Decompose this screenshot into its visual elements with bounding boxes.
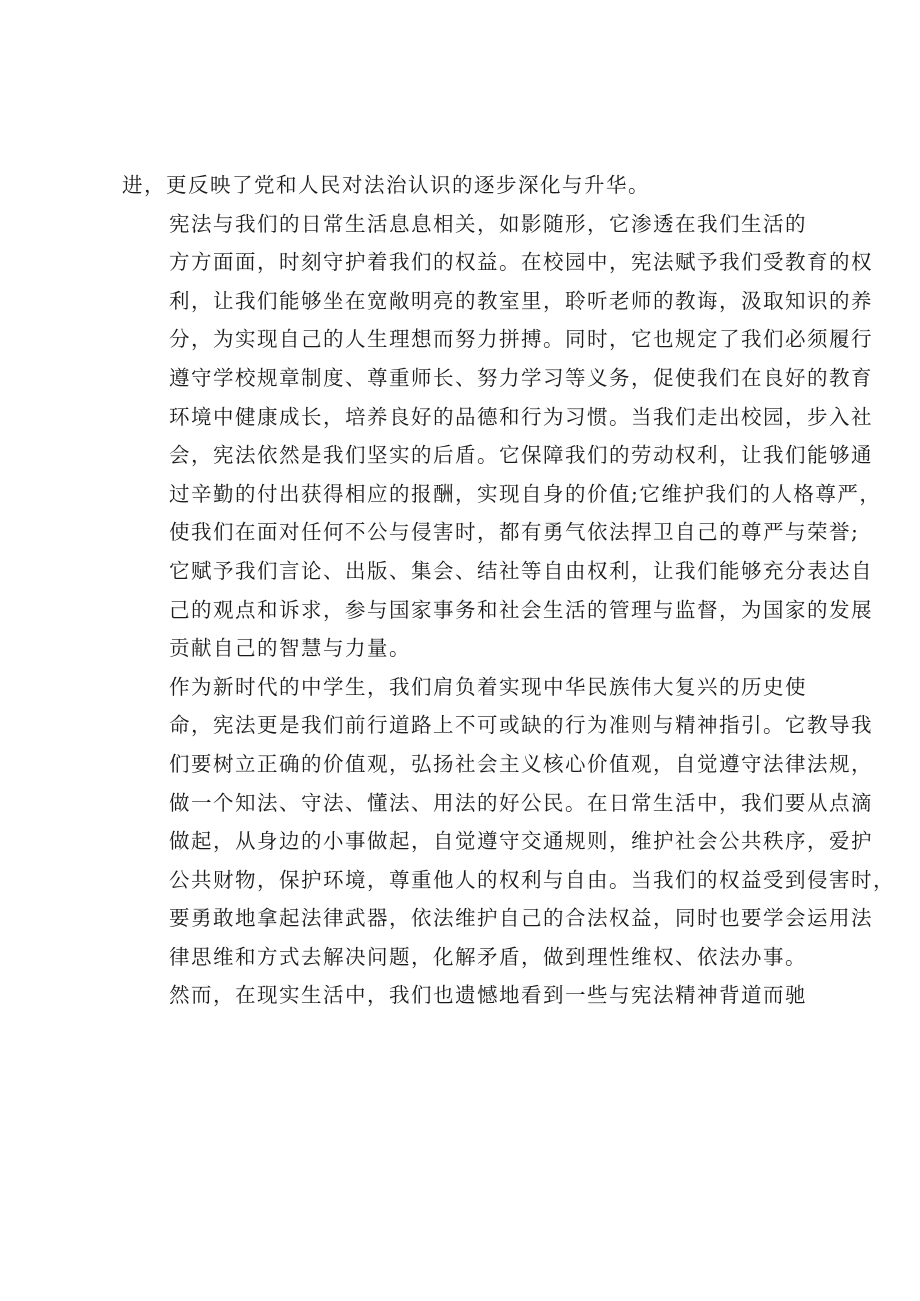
- text-line: 分，为实现自己的人生理想而努力拼搏。同时，它也规定了我们必须履行: [169, 327, 873, 352]
- text-line: 进，更反映了党和人民对法治认识的逐步深化与升华。: [122, 173, 650, 197]
- text-line: 环境中健康成长，培养良好的品德和行为习惯。当我们走出校园，步入社: [169, 404, 873, 429]
- text-line: 过辛勤的付出获得相应的报酬，实现自身的价值;它维护我们的人格尊严，: [169, 481, 882, 506]
- text-line: 会，宪法依然是我们坚实的后盾。它保障我们的劳动权利，让我们能够通: [169, 443, 873, 468]
- text-line: 遵守学校规章制度、尊重师长、努力学习等义务，促使我们在良好的教育: [169, 365, 873, 390]
- paragraph-3: [122, 668, 895, 977]
- text-line: 宪法与我们的日常生活息息相关，如影随形，它渗透在我们生活的: [169, 211, 807, 236]
- text-line: 利，让我们能够坐在宽敞明亮的教室里，聆听老师的教诲，汲取知识的养: [169, 288, 873, 313]
- paragraph-1: [122, 166, 804, 205]
- text-line: 做一个知法、守法、懂法、用法的好公民。在日常生活中，我们要从点滴: [169, 790, 873, 815]
- text-line: 命，宪法更是我们前行道路上不可或缺的行为准则与精神指引。它教导我: [169, 713, 873, 738]
- text-line: 然而，在现实生活中，我们也遗憾地看到一些与宪法精神背道而驰: [169, 983, 807, 1008]
- text-line: 方方面面，时刻守护着我们的权益。在校园中，宪法赋予我们受教育的权: [169, 250, 873, 275]
- text-line: 们要树立正确的价值观，弘扬社会主义核心价值观，自觉遵守法律法规，: [169, 751, 873, 776]
- paragraph-4: [122, 976, 807, 1015]
- text-line: 己的观点和诉求，参与国家事务和社会生活的管理与监督，为国家的发展: [169, 597, 873, 622]
- text-line: 律思维和方式去解决问题，化解矛盾，做到理性维权、依法办事。: [169, 944, 807, 969]
- text-line: 要勇敢地拿起法律武器，依法维护自己的合法权益，同时也要学会运用法: [169, 906, 873, 931]
- text-line: 公共财物，保护环境，尊重他人的权利与自由。当我们的权益受到侵害时，: [169, 867, 895, 892]
- text-line: 它赋予我们言论、出版、集会、结社等自由权利，让我们能够充分表达自: [169, 558, 873, 583]
- text-line: 使我们在面对任何不公与侵害时，都有勇气依法捍卫自己的尊严与荣誉;: [169, 520, 860, 545]
- text-line: 作为新时代的中学生，我们肩负着实现中华民族伟大复兴的历史使: [169, 674, 807, 699]
- document-body: [122, 166, 895, 1015]
- text-line: 做起，从身边的小事做起，自觉遵守交通规则，维护社会公共秩序，爱护: [169, 829, 873, 854]
- paragraph-2: [122, 205, 882, 668]
- text-line: 贡献自己的智慧与力量。: [169, 636, 411, 661]
